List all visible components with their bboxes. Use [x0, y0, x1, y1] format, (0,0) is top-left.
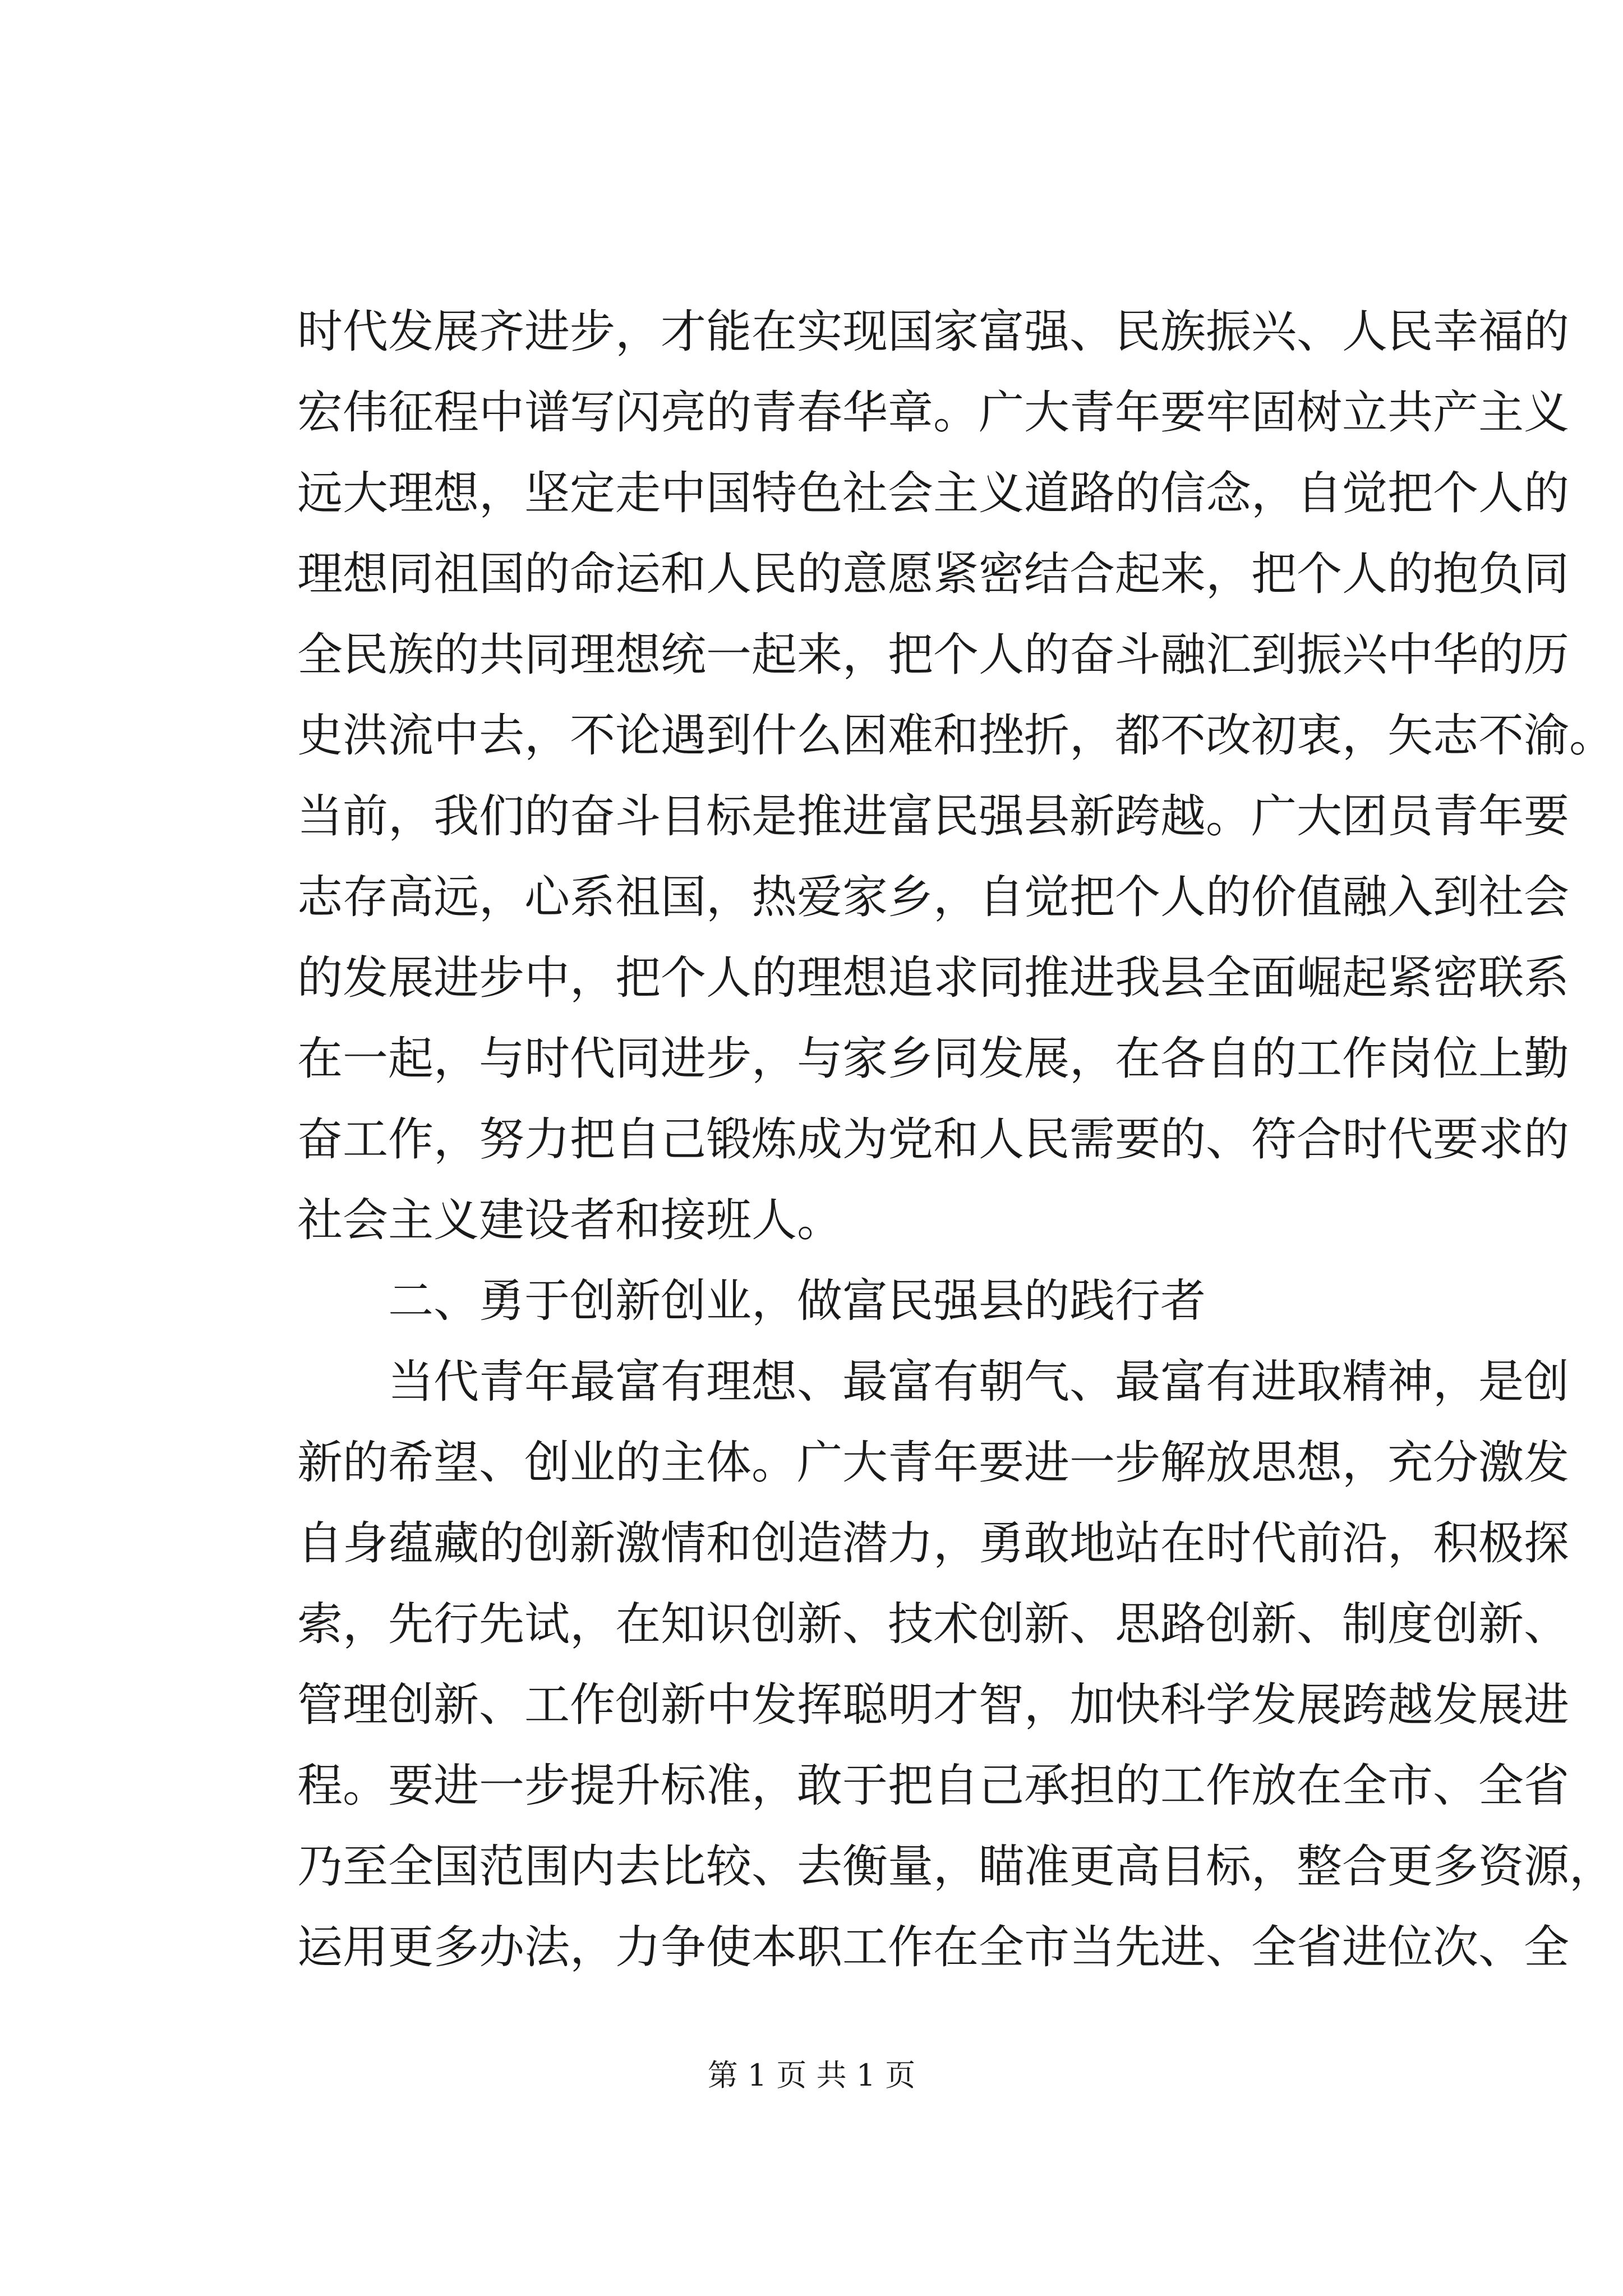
text-line: 的发展进步中，把个人的理想追求同推进我县全面崛起紧密联系	[297, 952, 1570, 1005]
text-line: 当代青年最富有理想、最富有朝气、最富有进取精神，是创	[388, 1356, 1570, 1409]
document-body	[297, 292, 1615, 1988]
text-line: 自身蕴藏的创新激情和创造潜力，勇敢地站在时代前沿，积极探	[297, 1517, 1570, 1570]
text-line: 远大理想，坚定走中国特色社会主义道路的信念，自觉把个人的	[297, 467, 1570, 520]
text-line: 新的希望、创业的主体。广大青年要进一步解放思想，充分激发	[297, 1437, 1570, 1489]
text-line: 时代发展齐进步，才能在实现国家富强、民族振兴、人民幸福的	[297, 306, 1570, 358]
text-line: 索，先行先试，在知识创新、技术创新、思路创新、制度创新、	[297, 1598, 1570, 1651]
text-line: 管理创新、工作创新中发挥聪明才智，加快科学发展跨越发展进	[297, 1679, 1570, 1732]
text-line: 史洪流中去，不论遇到什么困难和挫折，都不改初衷，矢志不渝。	[297, 710, 1615, 762]
text-line: 社会主义建设者和接班人。	[297, 1194, 843, 1247]
text-line: 程。要进一步提升标准，敢于把自己承担的工作放在全市、全省	[297, 1760, 1570, 1812]
text-line: 运用更多办法，力争使本职工作在全市当先进、全省进位次、全	[297, 1921, 1570, 1974]
page-footer: 第 1 页 共 1 页	[707, 2058, 916, 2093]
text-line: 志存高远，心系祖国，热爱家乡，自觉把个人的价值融入到社会	[297, 871, 1570, 924]
text-line: 奋工作，努力把自己锻炼成为党和人民需要的、符合时代要求的	[297, 1114, 1570, 1166]
text-line: 理想同祖国的命运和人民的意愿紧密结合起来，把个人的抱负同	[297, 548, 1570, 601]
section-heading: 二、勇于创新创业，做富民强县的践行者	[388, 1275, 1206, 1328]
text-line: 全民族的共同理想统一起来，把个人的奋斗融汇到振兴中华的历	[297, 629, 1570, 682]
text-line: 宏伟征程中谱写闪亮的青春华章。广大青年要牢固树立共产主义	[297, 386, 1570, 439]
text-line: 当前，我们的奋斗目标是推进富民强县新跨越。广大团员青年要	[297, 790, 1570, 843]
text-line: 乃至全国范围内去比较、去衡量，瞄准更高目标，整合更多资源，	[297, 1841, 1615, 1893]
text-line: 在一起，与时代同进步，与家乡同发展，在各自的工作岗位上勤	[297, 1033, 1570, 1085]
